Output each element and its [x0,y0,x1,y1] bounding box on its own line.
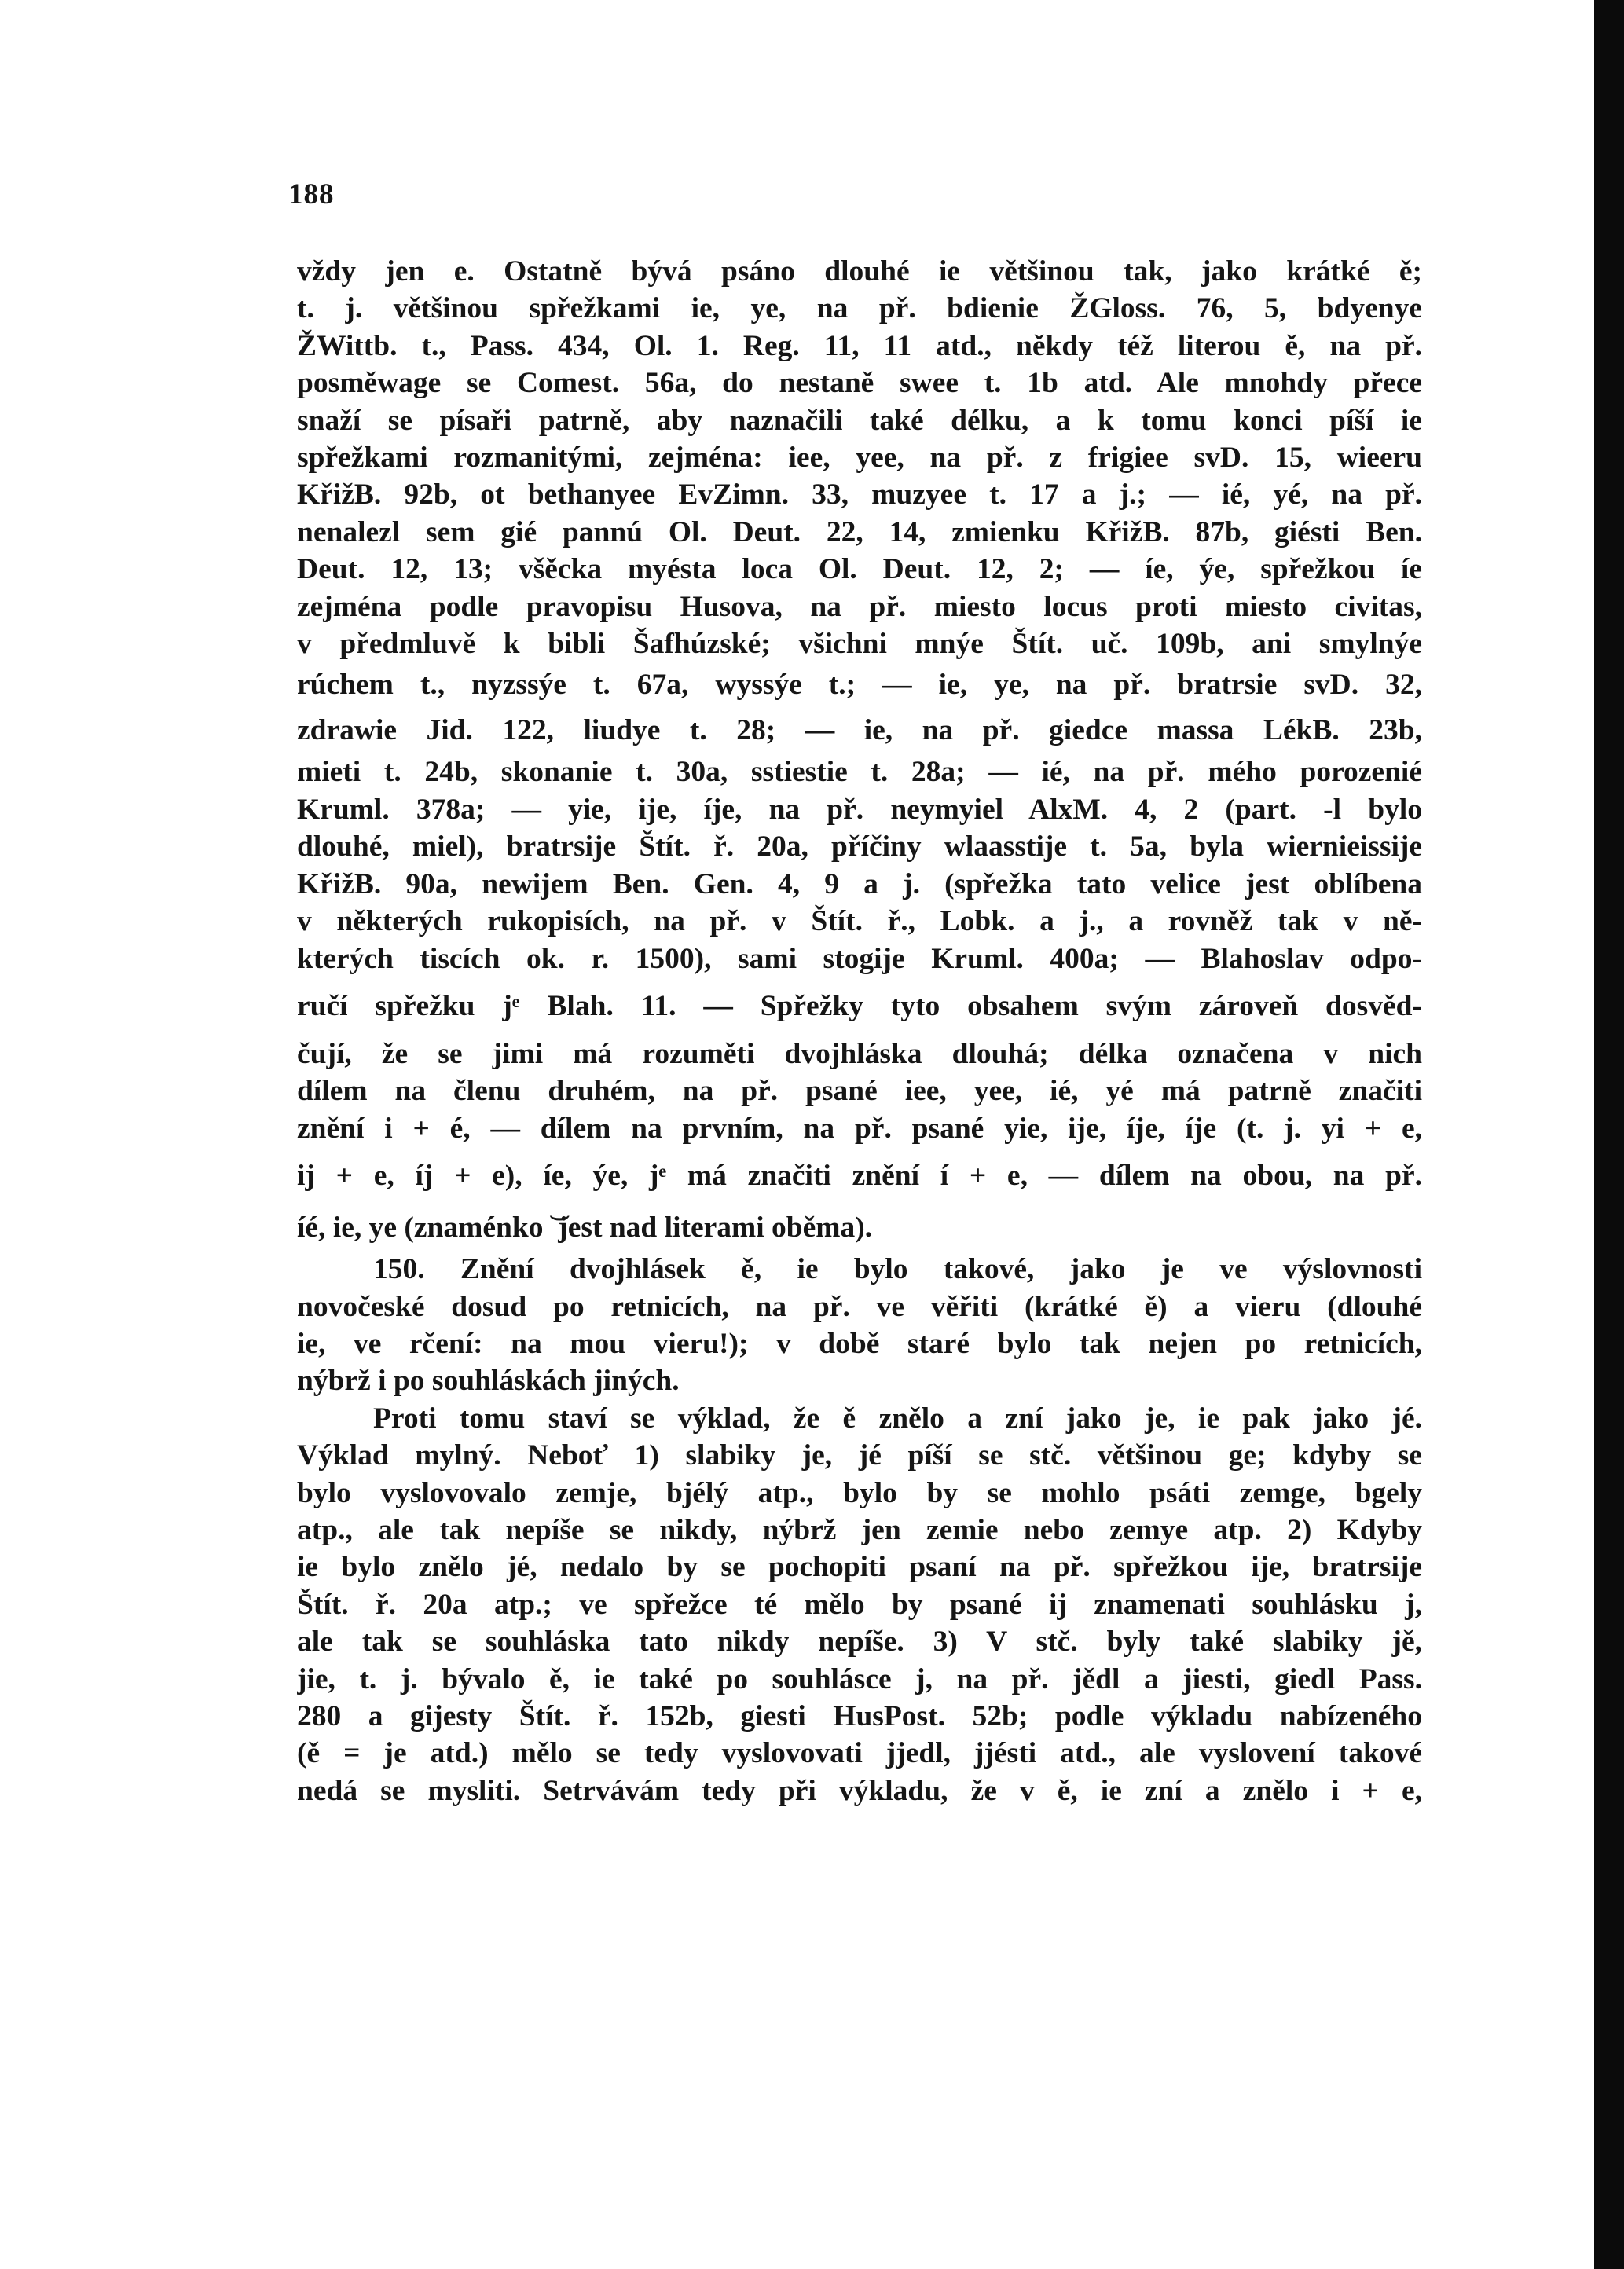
text-line: ŽWittb. t., Pass. 434, Ol. 1. Reg. 11, 11 atd., někdy též literou ě, na př. [297,329,1422,362]
section-heading-line: 150. Znění dvojhlásek ě, ie bylo takové, jako je ve výslovnosti [373,1253,1422,1286]
scan-edge-shadow [1594,0,1624,2269]
text-line: dlouhé, miel), bratrsije Štít. ř. 20a, příčiny wlaasstije t. 5a, byla wiernieissije [297,830,1422,863]
text-line: ij + e, íj + e), íe, ýe, jͤ má značiti znění í + e, — dílem na obou, na př. [297,1160,1422,1193]
text-line: íé, ie, ye (znaménko ͝ jest nad literami oběma). [297,1211,873,1244]
text-line: atp., ale tak nepíše se nikdy, nýbrž jen zemie nebo zemye atp. 2) Kdyby [297,1513,1422,1546]
text-line: Výklad mylný. Neboť 1) slabiky je, jé píší se stč. většinou ge; kdyby se [297,1439,1422,1472]
text-line: Kruml. 378a; — yie, ije, íje, na př. neymyiel AlxM. 4, 2 (part. -l bylo [297,793,1422,826]
text-line: nenalezl sem gié pannú Ol. Deut. 22, 14, zmienku KřižB. 87b, giésti Ben. [297,515,1422,548]
text-line: 280 a gijesty Štít. ř. 152b, giesti HusPost. 52b; podle výkladu nabízeného [297,1700,1422,1732]
paragraph-start-line: Proti tomu staví se výklad, že ě znělo a zní jako je, ie pak jako jé. [373,1402,1422,1435]
text-line: snaží se písaři patrně, aby naznačili také délku, a k tomu konci píší ie [297,404,1422,437]
text-line: zejména podle pravopisu Husova, na př. miesto locus proti miesto civitas, [297,590,1422,623]
text-line: KřižB. 90a, newijem Ben. Gen. 4, 9 a j. (spřežka tato velice jest oblíbena [297,867,1422,900]
text-line: t. j. většinou spřežkami ie, ye, na př. bdienie ŽGloss. 76, 5, bdyenye [297,292,1422,325]
text-line: vždy jen e. Ostatně bývá psáno dlouhé ie většinou tak, jako krátké ě; [297,255,1422,288]
text-line: jie, t. j. bývalo ě, ie také po souhlásce j, na př. jědl a jiesti, giedl Pass. [297,1662,1422,1695]
text-line: ie, ve rčení: na mou vieru!); v době staré bylo tak nejen po retnicích, [297,1327,1422,1360]
text-line: Štít. ř. 20a atp.; ve spřežce té mělo by psané ij znamenati souhlásku j, [297,1588,1422,1621]
text-line: nýbrž i po souhláskách jiných. [297,1365,680,1398]
text-line: ie bylo znělo jé, nedalo by se pochopiti psaní na př. spřežkou ije, bratrsije [297,1551,1422,1584]
text-line: zdrawie Jid. 122, liudye t. 28; — ie, na př. giedce massa LékB. 23b, [297,714,1422,747]
text-line: novočeské dosud po retnicích, na př. ve věřiti (krátké ě) a vieru (dlouhé [297,1290,1422,1323]
text-line: bylo vyslovovalo zemje, bjélý atp., bylo by se mohlo psáti zemge, bgely [297,1476,1422,1509]
text-line: rúchem t., nyzssýe t. 67a, wyssýe t.; — ie, ye, na př. bratrsie svD. 32, [297,669,1422,702]
text-line: čují, že se jimi má rozuměti dvojhláska dlouhá; délka označena v nich [297,1037,1422,1070]
text-line: mieti t. 24b, skonanie t. 30a, sstiestie t. 28a; — ié, na př. mého porozenié [297,756,1422,789]
text-line: v předmluvě k bibli Šafhúzské; všichni mnýe Štít. uč. 109b, ani smylnýe [297,628,1422,661]
page-number: 188 [288,178,335,211]
text-line: ale tak se souhláska tato nikdy nepíše. 3) V stč. byly také slabiky jě, [297,1626,1422,1659]
text-line: kterých tiscích ok. r. 1500), sami stogije Kruml. 400a; — Blahoslav odpo- [297,942,1422,975]
text-line: ručí spřežku j͏ͤ Blah. 11. — Spřežky tyto obsahem svým zároveň dosvěd- [297,989,1422,1022]
text-line: znění i + é, — dílem na prvním, na př. psané yie, ije, íje, íje (t. j. yi + e, [297,1112,1422,1145]
text-line: nedá se mysliti. Setrvávám tedy při výkladu, že v ě, ie zní a znělo i + e, [297,1774,1422,1807]
text-line: dílem na členu druhém, na př. psané iee, yee, ié, yé má patrně značiti [297,1075,1422,1108]
text-line: KřižB. 92b, ot bethanyee EvZimn. 33, muzyee t. 17 a j.; — ié, yé, na př. [297,478,1422,511]
text-line: Deut. 12, 13; všěcka myésta loca Ol. Deut. 12, 2; — íe, ýe, spřežkou íe [297,553,1422,586]
text-line: v některých rukopisích, na př. v Štít. ř., Lobk. a j., a rovněž tak v ně- [297,905,1422,938]
text-line: spřežkami rozmanitými, zejména: iee, yee, na př. z frigiee svD. 15, wieeru [297,442,1422,475]
body-text [297,253,1422,1809]
text-line: (ě = je atd.) mělo se tedy vyslovovati jjedl, jjésti atd., ale vyslovení takové [297,1737,1422,1770]
text-line: posměwage se Comest. 56a, do nestaně swee t. 1b atd. Ale mnohdy přece [297,367,1422,400]
